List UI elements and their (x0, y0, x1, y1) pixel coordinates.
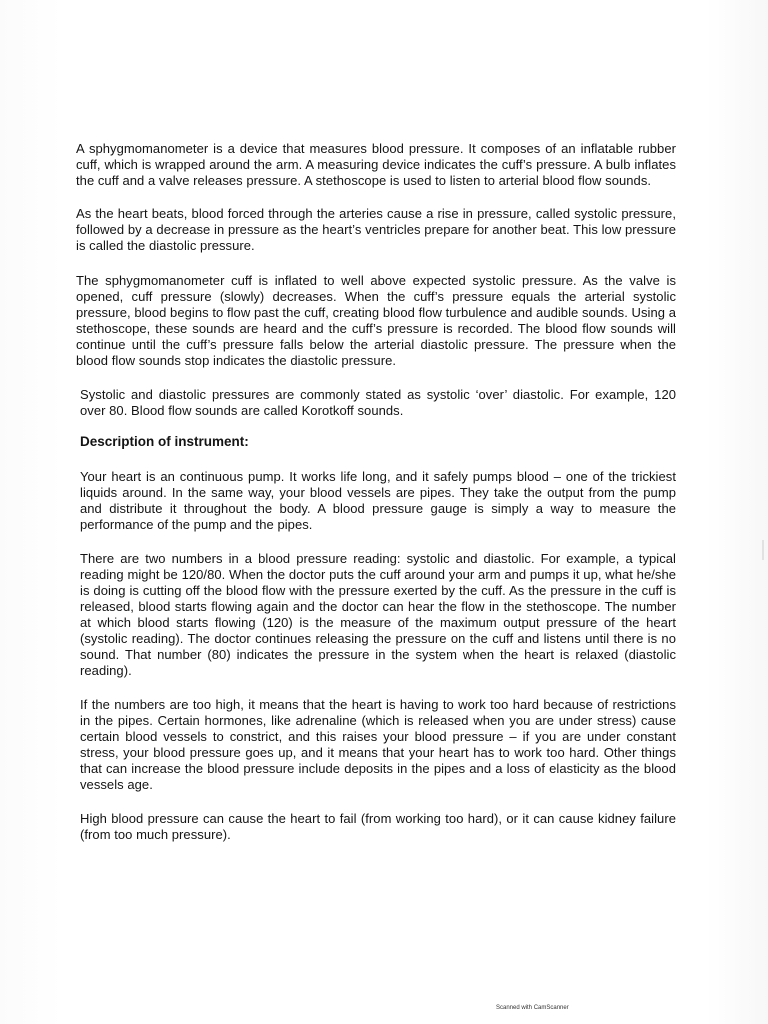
document-body (76, 141, 676, 843)
paragraph-high-blood-pressure-effects: High blood pressure can cause the heart to fail (from working too hard), or it can cause kidney failure (from too much pressure). (80, 811, 676, 842)
scanner-watermark: Scanned with CamScanner (496, 1005, 569, 1011)
paragraph-sphygmomanometer-definition: A sphygmomanometer is a device that measures blood pressure. It composes of an inflatable rubber cuff, which is wrapped around the arm. A measuring device indicates the cuff’s pressure. A bulb inflates the cuff and a valve releases pressure. A stethoscope is used to listen to arterial blood flow sounds. (76, 141, 676, 188)
paragraph-pressure-notation: Systolic and diastolic pressures are commonly stated as systolic ‘over’ diastolic. For example, 120 over 80. Blood flow sounds are called Korotkoff sounds. (80, 387, 676, 418)
paragraph-systolic-pressure: As the heart beats, blood forced through the arteries cause a rise in pressure, called systolic pressure, followed by a decrease in pressure as the heart’s ventricles prepare for another beat. This low pressure is called the diastolic pressure. (76, 206, 676, 253)
scan-edge-mark (762, 540, 764, 560)
paragraph-reading-numbers: There are two numbers in a blood pressure reading: systolic and diastolic. For example, a typical reading might be 120/80. When the doctor puts the cuff around your arm and pumps it up, what he/she is doing is cutting off the blood flow with the pressure exerted by the cuff. As the pressure in the cuff is released, blood starts flowing again and the doctor can hear the flow in the stethoscope. The number at which blood starts flowing (120) is the measure of the maximum output pressure of the heart (systolic reading). The doctor continues releasing the pressure on the cuff and listens until there is no sound. That number (80) indicates the pressure in the system when the heart is relaxed (diastolic reading). (80, 551, 676, 678)
paragraph-high-numbers: If the numbers are too high, it means that the heart is having to work too hard because of restrictions in the pipes. Certain hormones, like adrenaline (which is released when you are under stress) cause certain blood vessels to constrict, and this raises your blood pressure – if you are under constant stress, your blood pressure goes up, and it means that your heart has to work too hard. Other things that can increase the blood pressure include deposits in the pipes and a loss of elasticity as the blood vessels age. (80, 697, 676, 792)
paragraph-cuff-procedure: The sphygmomanometer cuff is inflated to well above expected systolic pressure. As the valve is opened, cuff pressure (slowly) decreases. When the cuff’s pressure equals the arterial systolic pressure, blood begins to flow past the cuff, creating blood flow turbulence and audible sounds. Using a stethoscope, these sounds are heard and the cuff’s pressure is recorded. The blood flow sounds will continue until the cuff’s pressure falls below the arterial diastolic pressure. The pressure when the blood flow sounds stop indicates the diastolic pressure. (76, 273, 676, 368)
paragraph-heart-pump: Your heart is an continuous pump. It works life long, and it safely pumps blood – one of the trickiest liquids around. In the same way, your blood vessels are pipes. They take the output from the pump and distribute it throughout the body. A blood pressure gauge is simply a way to measure the performance of the pump and the pipes. (80, 469, 676, 532)
section-heading-description: Description of instrument: (80, 434, 249, 449)
